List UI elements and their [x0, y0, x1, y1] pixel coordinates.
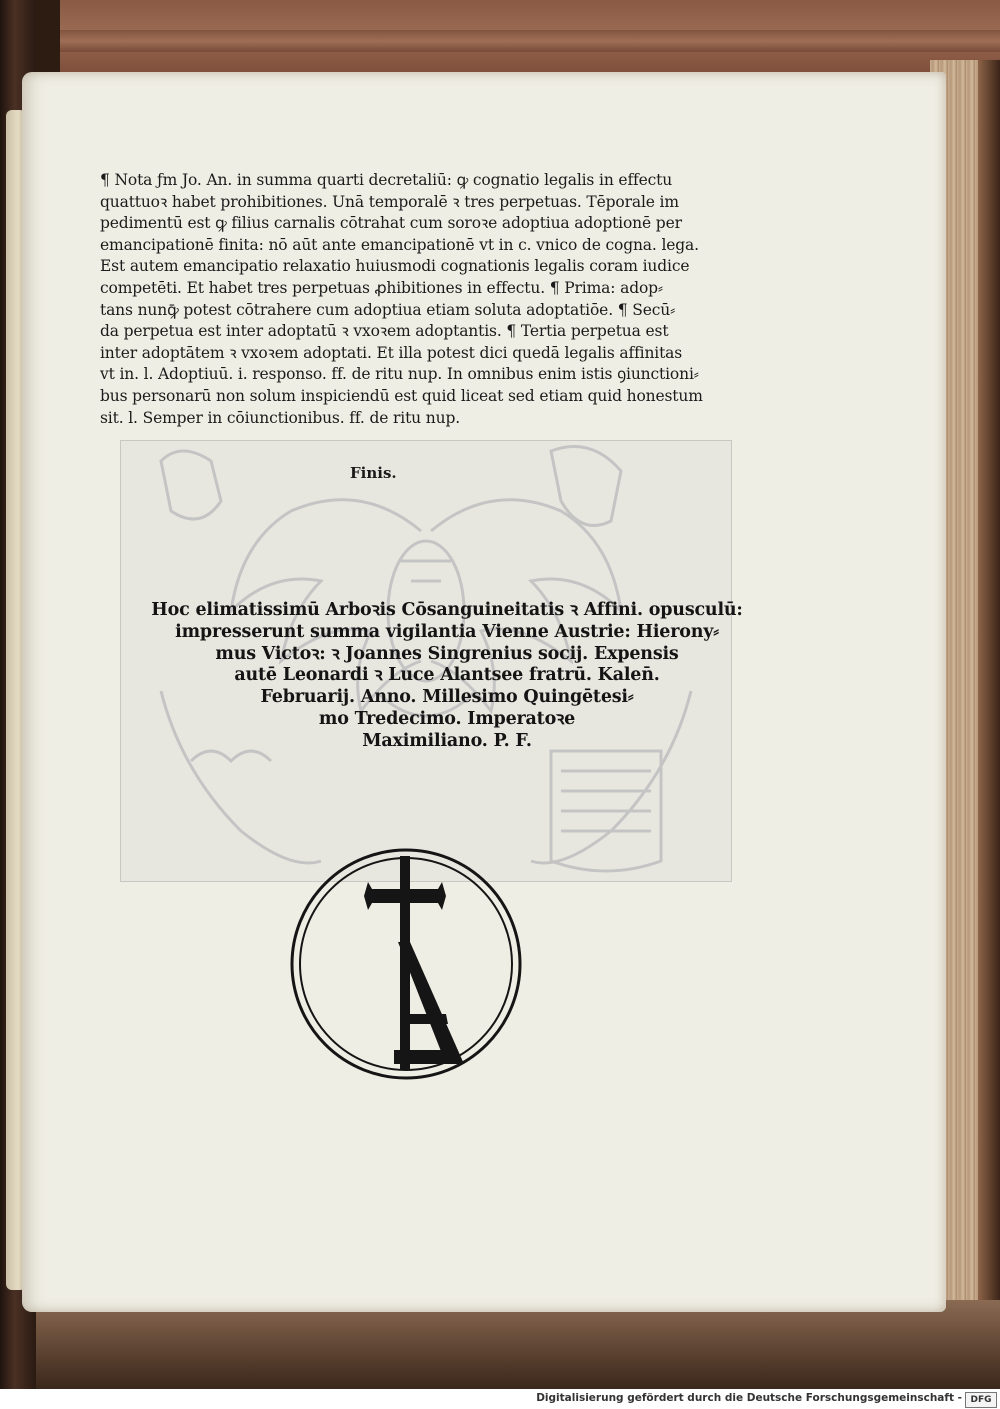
dfg-logo-icon: DFG [965, 1392, 997, 1408]
colophon-line: mo Tredecimo. Imperatoꝛe [318, 708, 576, 729]
colophon-line: Maximiliano. P. F. [362, 730, 532, 751]
digitization-footer [0, 1389, 1000, 1409]
text-line: emancipationē finita: nō aūt ante emancipationē vt in c. vnico de cogna. lega. [100, 235, 699, 254]
text-line: vt in. l. Adoptiuū. i. responso. ff. de ritu nup. In omnibus enim istis ꝯiunctioni⸗ [100, 365, 699, 384]
text-line: pedimentū est ꝙ filius carnalis cōtrahat cum soroꝛe adoptiua adoptionē per [100, 214, 682, 233]
text-line: da perpetua est inter adoptatū ꝛ vxoꝛem adoptantis. ¶ Tertia perpetua est [100, 322, 669, 341]
book-top-edge [60, 0, 1000, 80]
footer-credit: Digitalisierung gefördert durch die Deutsche Forschungsgemeinschaft - [536, 1392, 962, 1404]
text-line: Est autem emancipatio relaxatio huiusmodi cognationis legalis coram iudice [100, 257, 690, 276]
printers-mark-icon [286, 844, 526, 1084]
colophon-line: autē Leonardi ꝛ Luce Alantsee fratrū. Kalen̄. [234, 665, 660, 686]
text-line: tans nunꝙ̄ potest cōtrahere cum adoptiua etiam soluta adoptatiōe. ¶ Secū⸗ [100, 300, 676, 319]
colophon-line: Hoc elimatissimū Arboꝛis Cōsanguineitatis ꝛ Affini. opusculū: [151, 600, 743, 620]
main-text-paragraph [100, 170, 790, 429]
text-line: quattuoꝛ habet prohibitiones. Unā temporalē ꝛ tres perpetuas. Tēporale im [100, 192, 679, 211]
text-line: sit. l. Semper in cōiunctionibus. ff. de ritu nup. [100, 408, 460, 427]
colophon [112, 600, 782, 753]
colophon-line: Februarij. Anno. Millesimo Quingētesi⸗ [260, 687, 634, 708]
finis-label: Finis. [350, 464, 397, 482]
text-line: bus personarū non solum inspiciendū est quid liceat sed etiam quid honestum [100, 386, 703, 405]
printed-page [22, 72, 946, 1312]
text-line: competēti. Et habet tres perpetuas ꝓhibitiones in effectu. ¶ Prima: adop⸗ [100, 278, 663, 297]
colophon-line: impresserunt summa vigilantia Vienne Austrie: Hierony⸗ [175, 621, 719, 642]
colophon-line: mus Victoꝛ: ꝛ Joannes Singrenius socij. Expensis [215, 643, 679, 664]
book-bottom-edge [30, 1300, 1000, 1389]
text-line: inter adoptātem ꝛ vxoꝛem adoptati. Et illa potest dici quedā legalis affinitas [100, 343, 683, 362]
text-line: ¶ Nota ƒm Jo. An. in summa quarti decretaliū: ꝙ cognatio legalis in effectu [100, 171, 673, 189]
